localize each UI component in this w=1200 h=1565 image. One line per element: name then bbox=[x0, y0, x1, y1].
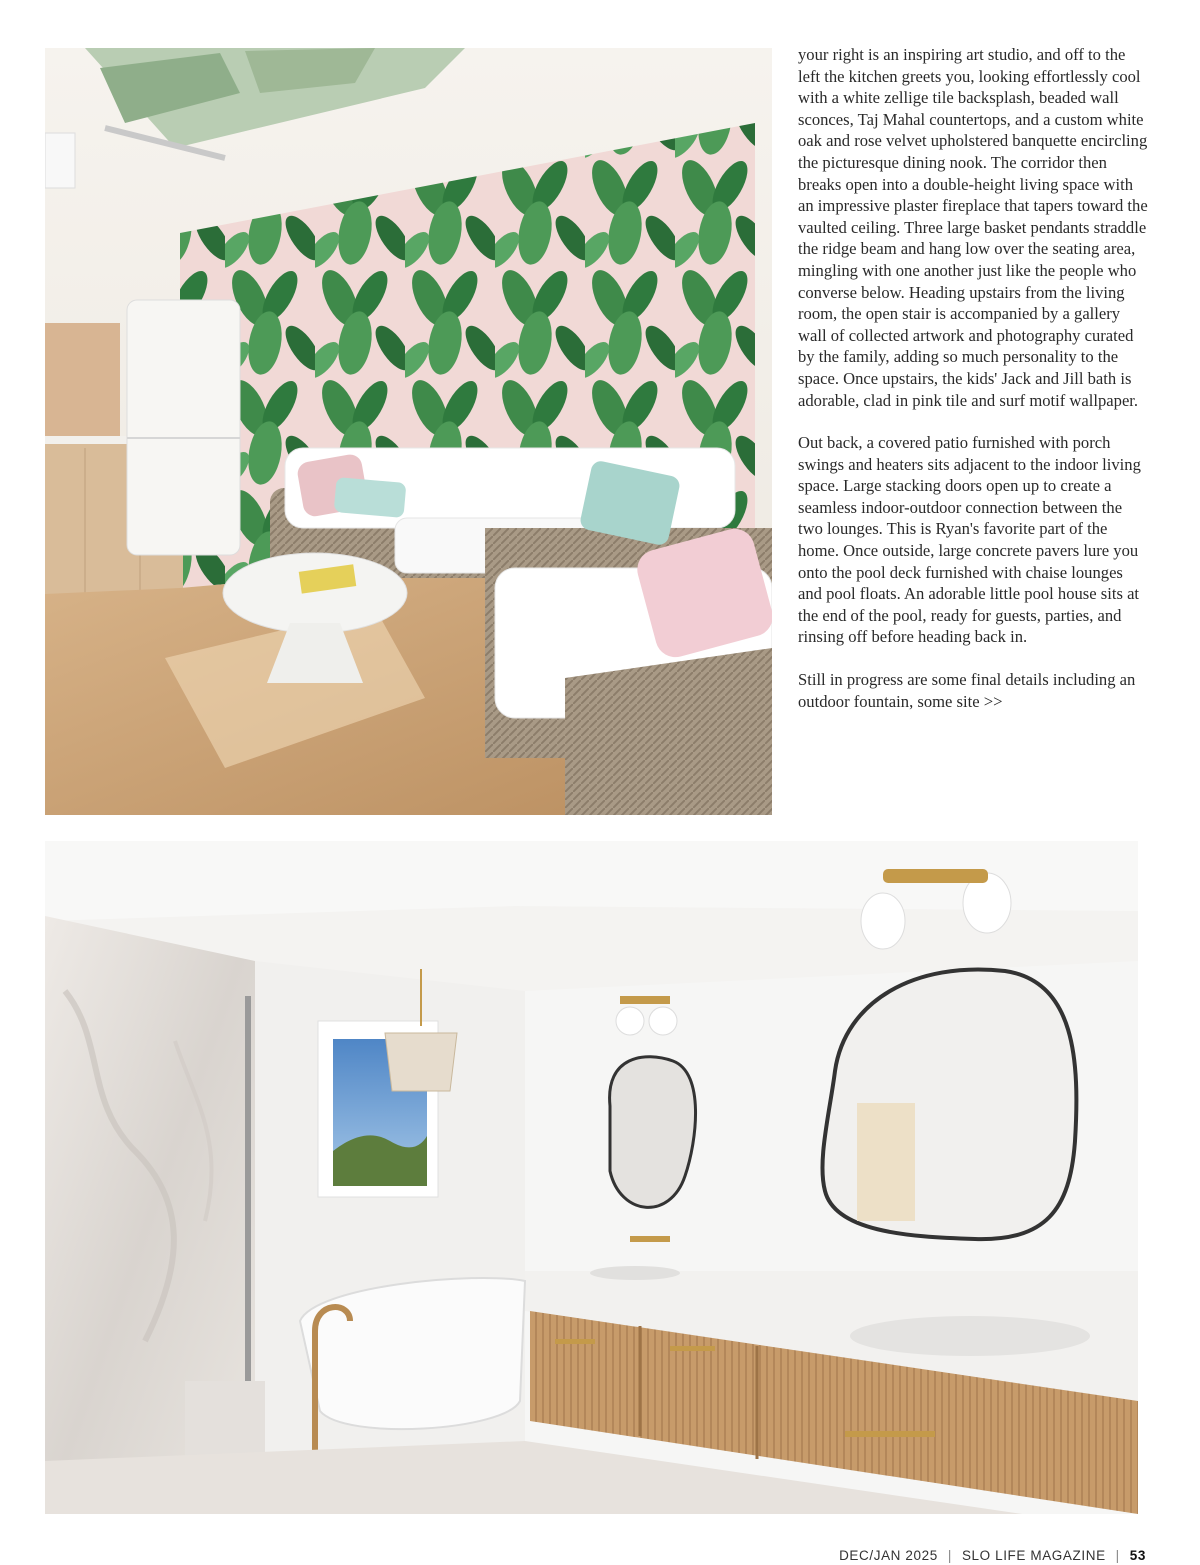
bathroom-photo-illustration bbox=[45, 841, 1138, 1514]
bathroom-photo bbox=[45, 841, 1138, 1514]
article-body bbox=[798, 44, 1148, 733]
article-paragraph-2: Out back, a covered patio furnished with porch swings and heaters sits adjacent to the indoor living space. Large stacking doors open up to create a seamless indoor-outdoor connection between the two lounges. This is Ryan's favorite part of the home. Once outside, large concrete pavers lure you onto the pool deck furnished with chaise lounges and pool floats. An adorable little pool house sits at the end of the pool, ready for guests, parties, and rinsing off before heading back in. bbox=[798, 433, 1141, 647]
lounge-photo-illustration bbox=[45, 48, 772, 815]
footer-separator: | bbox=[947, 1547, 952, 1563]
page-number: 53 bbox=[1129, 1547, 1146, 1563]
article-paragraph-3: Still in progress are some final details including an outdoor fountain, some site >> bbox=[798, 670, 1136, 711]
article-paragraph-1: your right is an inspiring art studio, and off to the left the kitchen greets you, looking effortlessly cool with a white zellige tile backsplash, beaded wall sconces, Taj Mahal countertops, and a custom white oak and rose velvet upholstered banquette encircling the picturesque dining nook. The corridor then breaks open into a double-height living space with an impressive plaster fireplace that tapers toward the vaulted ceiling. Three large basket pendants straddle the ridge beam and hang low over the seating area, mingling with one another just like the people who converse below. Heading upstairs from the living room, the open stair is accompanied by a gallery wall of collected artwork and photography curated by the family, adding so much personality to the space. Once upstairs, the kids' Jack and Jill bath is adorable, clad in pink tile and surf motif wallpaper. bbox=[798, 45, 1148, 410]
lounge-photo bbox=[45, 48, 772, 815]
page-footer bbox=[839, 1545, 1146, 1565]
issue-date: DEC/JAN 2025 bbox=[839, 1547, 938, 1563]
magazine-name: SLO LIFE MAGAZINE bbox=[961, 1547, 1106, 1563]
footer-separator: | bbox=[1115, 1547, 1120, 1563]
